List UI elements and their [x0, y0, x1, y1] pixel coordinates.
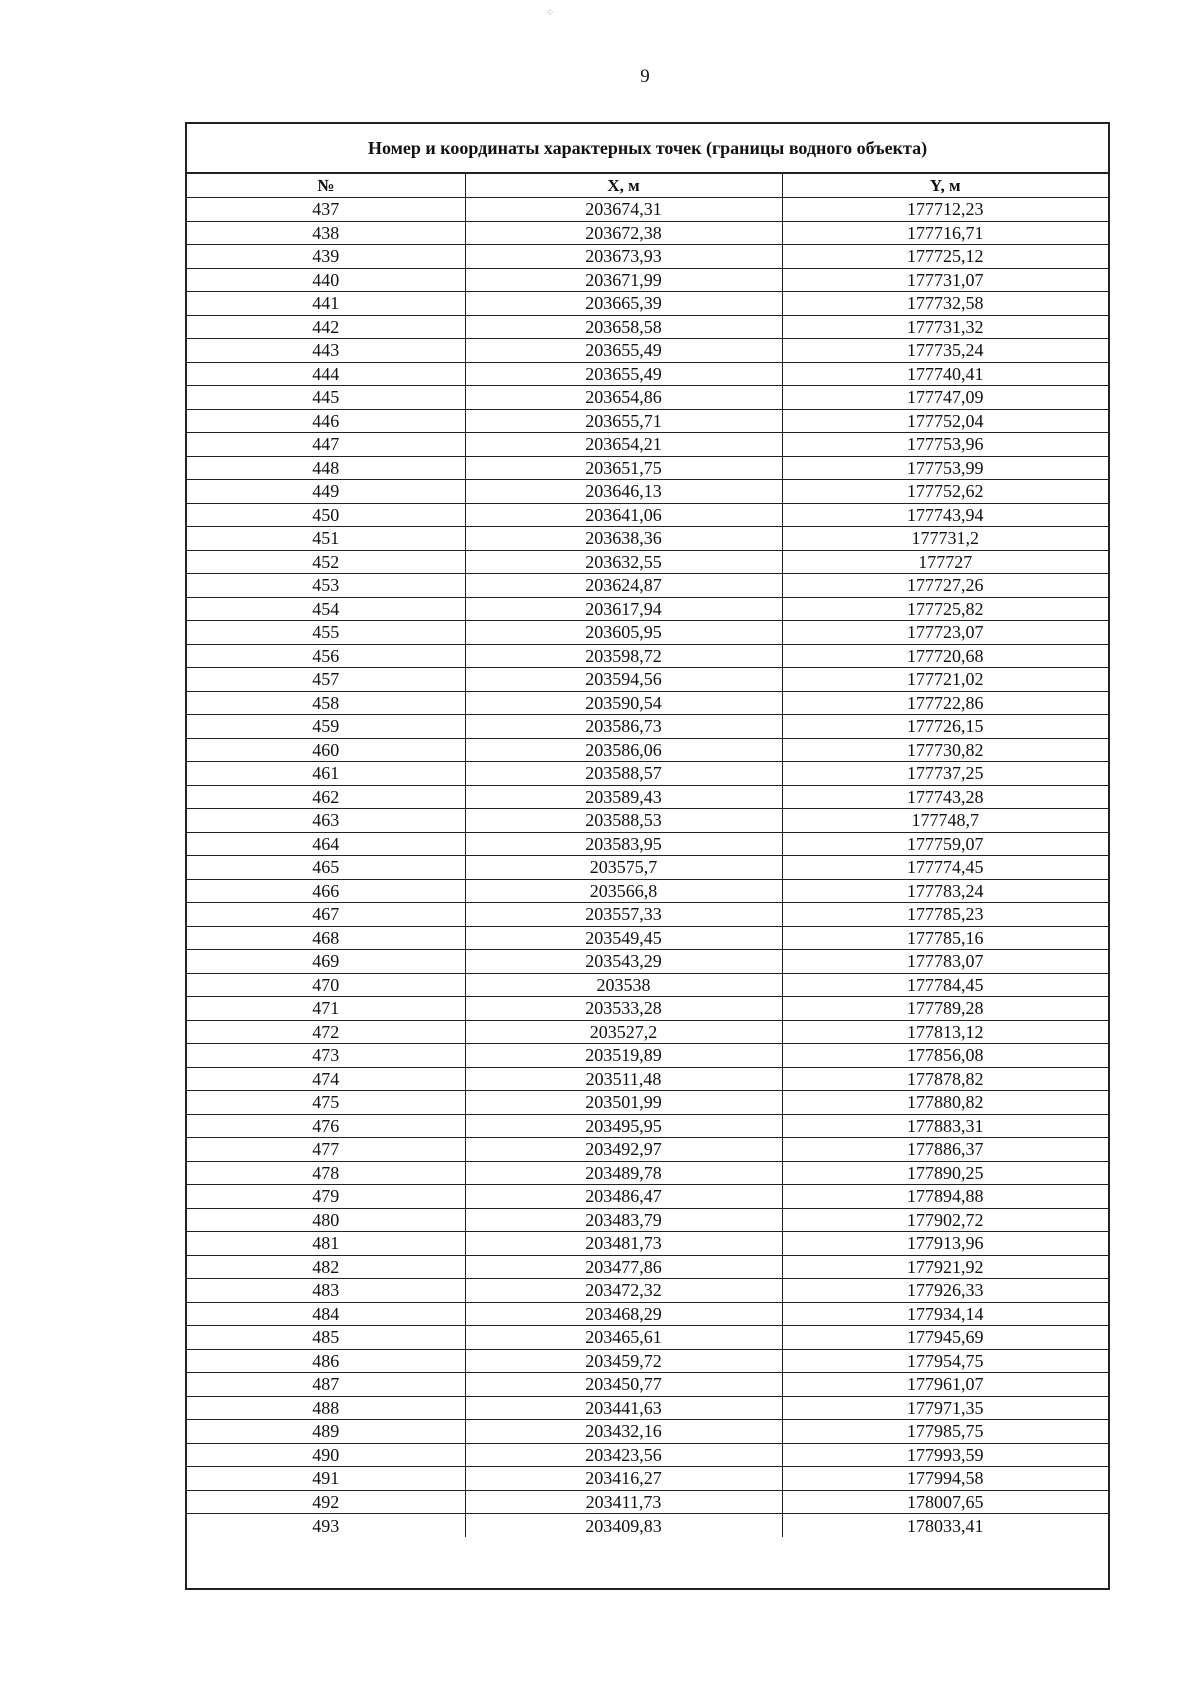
y-coordinate-cell: 177945,69 [782, 1326, 1108, 1350]
coordinates-table-frame [185, 122, 1110, 1590]
coordinates-table [187, 174, 1108, 1537]
point-number-cell: 461 [187, 762, 465, 786]
point-number-cell: 458 [187, 691, 465, 715]
point-number-cell: 455 [187, 621, 465, 645]
y-coordinate-cell: 177886,37 [782, 1138, 1108, 1162]
point-number-cell: 464 [187, 832, 465, 856]
y-coordinate-cell: 177774,45 [782, 856, 1108, 880]
y-coordinate-cell: 177712,23 [782, 198, 1108, 222]
point-number-cell: 443 [187, 339, 465, 363]
x-coordinate-cell: 203588,53 [465, 809, 782, 833]
x-coordinate-cell: 203617,94 [465, 597, 782, 621]
table-row [187, 1467, 1108, 1491]
table-row [187, 268, 1108, 292]
table-title: Номер и координаты характерных точек (границы водного объекта) [187, 124, 1108, 174]
y-coordinate-cell: 177743,28 [782, 785, 1108, 809]
x-coordinate-cell: 203441,63 [465, 1396, 782, 1420]
table-row [187, 879, 1108, 903]
y-coordinate-cell: 177752,04 [782, 409, 1108, 433]
table-row [187, 1232, 1108, 1256]
table-row [187, 1255, 1108, 1279]
point-number-cell: 462 [187, 785, 465, 809]
table-row [187, 480, 1108, 504]
y-coordinate-cell: 177759,07 [782, 832, 1108, 856]
table-row [187, 621, 1108, 645]
table-row [187, 997, 1108, 1021]
point-number-cell: 457 [187, 668, 465, 692]
x-coordinate-cell: 203468,29 [465, 1302, 782, 1326]
table-row [187, 1279, 1108, 1303]
y-coordinate-cell: 177727,26 [782, 574, 1108, 598]
point-number-cell: 439 [187, 245, 465, 269]
table-row [187, 574, 1108, 598]
y-coordinate-cell: 177971,35 [782, 1396, 1108, 1420]
table-row [187, 1302, 1108, 1326]
point-number-cell: 481 [187, 1232, 465, 1256]
y-coordinate-cell: 177856,08 [782, 1044, 1108, 1068]
y-coordinate-cell: 177725,82 [782, 597, 1108, 621]
table-row [187, 715, 1108, 739]
y-coordinate-cell: 177813,12 [782, 1020, 1108, 1044]
y-coordinate-cell: 177783,07 [782, 950, 1108, 974]
x-coordinate-cell: 203423,56 [465, 1443, 782, 1467]
table-row [187, 433, 1108, 457]
x-coordinate-cell: 203654,86 [465, 386, 782, 410]
header-y: Y, м [782, 174, 1108, 198]
table-row [187, 597, 1108, 621]
point-number-cell: 438 [187, 221, 465, 245]
table-row [187, 644, 1108, 668]
y-coordinate-cell: 177737,25 [782, 762, 1108, 786]
x-coordinate-cell: 203557,33 [465, 903, 782, 927]
y-coordinate-cell: 177735,24 [782, 339, 1108, 363]
x-coordinate-cell: 203543,29 [465, 950, 782, 974]
y-coordinate-cell: 177954,75 [782, 1349, 1108, 1373]
point-number-cell: 465 [187, 856, 465, 880]
table-row [187, 292, 1108, 316]
y-coordinate-cell: 177726,15 [782, 715, 1108, 739]
x-coordinate-cell: 203465,61 [465, 1326, 782, 1350]
table-row [187, 550, 1108, 574]
point-number-cell: 490 [187, 1443, 465, 1467]
x-coordinate-cell: 203658,58 [465, 315, 782, 339]
table-row [187, 1373, 1108, 1397]
point-number-cell: 487 [187, 1373, 465, 1397]
y-coordinate-cell: 177723,07 [782, 621, 1108, 645]
table-row [187, 1326, 1108, 1350]
point-number-cell: 478 [187, 1161, 465, 1185]
y-coordinate-cell: 177720,68 [782, 644, 1108, 668]
point-number-cell: 448 [187, 456, 465, 480]
table-row [187, 1490, 1108, 1514]
x-coordinate-cell: 203549,45 [465, 926, 782, 950]
table-row [187, 1020, 1108, 1044]
x-coordinate-cell: 203671,99 [465, 268, 782, 292]
point-number-cell: 437 [187, 198, 465, 222]
y-coordinate-cell: 177994,58 [782, 1467, 1108, 1491]
x-coordinate-cell: 203624,87 [465, 574, 782, 598]
table-row [187, 1091, 1108, 1115]
table-row [187, 738, 1108, 762]
y-coordinate-cell: 177784,45 [782, 973, 1108, 997]
y-coordinate-cell: 177730,82 [782, 738, 1108, 762]
y-coordinate-cell: 177752,62 [782, 480, 1108, 504]
y-coordinate-cell: 177993,59 [782, 1443, 1108, 1467]
x-coordinate-cell: 203416,27 [465, 1467, 782, 1491]
x-coordinate-cell: 203588,57 [465, 762, 782, 786]
x-coordinate-cell: 203575,7 [465, 856, 782, 880]
table-row [187, 1114, 1108, 1138]
table-row [187, 1208, 1108, 1232]
y-coordinate-cell: 177732,58 [782, 292, 1108, 316]
point-number-cell: 453 [187, 574, 465, 598]
y-coordinate-cell: 178033,41 [782, 1514, 1108, 1538]
y-coordinate-cell: 177961,07 [782, 1373, 1108, 1397]
point-number-cell: 442 [187, 315, 465, 339]
x-coordinate-cell: 203651,75 [465, 456, 782, 480]
point-number-cell: 450 [187, 503, 465, 527]
scan-artifact: ⁘ [546, 8, 555, 19]
point-number-cell: 483 [187, 1279, 465, 1303]
point-number-cell: 477 [187, 1138, 465, 1162]
y-coordinate-cell: 177743,94 [782, 503, 1108, 527]
x-coordinate-cell: 203590,54 [465, 691, 782, 715]
x-coordinate-cell: 203655,71 [465, 409, 782, 433]
point-number-cell: 489 [187, 1420, 465, 1444]
x-coordinate-cell: 203533,28 [465, 997, 782, 1021]
y-coordinate-cell: 177722,86 [782, 691, 1108, 715]
y-coordinate-cell: 177725,12 [782, 245, 1108, 269]
table-row [187, 315, 1108, 339]
x-coordinate-cell: 203501,99 [465, 1091, 782, 1115]
table-row [187, 691, 1108, 715]
point-number-cell: 472 [187, 1020, 465, 1044]
table-row [187, 1396, 1108, 1420]
x-coordinate-cell: 203483,79 [465, 1208, 782, 1232]
x-coordinate-cell: 203654,21 [465, 433, 782, 457]
x-coordinate-cell: 203655,49 [465, 362, 782, 386]
table-row [187, 245, 1108, 269]
table-row [187, 950, 1108, 974]
point-number-cell: 463 [187, 809, 465, 833]
x-coordinate-cell: 203411,73 [465, 1490, 782, 1514]
table-row [187, 1161, 1108, 1185]
point-number-cell: 484 [187, 1302, 465, 1326]
y-coordinate-cell: 177753,99 [782, 456, 1108, 480]
x-coordinate-cell: 203486,47 [465, 1185, 782, 1209]
x-coordinate-cell: 203672,38 [465, 221, 782, 245]
table-row [187, 668, 1108, 692]
table-row [187, 809, 1108, 833]
x-coordinate-cell: 203495,95 [465, 1114, 782, 1138]
table-header-row [187, 174, 1108, 198]
point-number-cell: 456 [187, 644, 465, 668]
y-coordinate-cell: 177731,32 [782, 315, 1108, 339]
point-number-cell: 493 [187, 1514, 465, 1538]
header-x: X, м [465, 174, 782, 198]
y-coordinate-cell: 177721,02 [782, 668, 1108, 692]
x-coordinate-cell: 203586,06 [465, 738, 782, 762]
point-number-cell: 480 [187, 1208, 465, 1232]
x-coordinate-cell: 203598,72 [465, 644, 782, 668]
y-coordinate-cell: 177894,88 [782, 1185, 1108, 1209]
header-number: № [187, 174, 465, 198]
point-number-cell: 469 [187, 950, 465, 974]
y-coordinate-cell: 177747,09 [782, 386, 1108, 410]
x-coordinate-cell: 203527,2 [465, 1020, 782, 1044]
table-row [187, 221, 1108, 245]
x-coordinate-cell: 203674,31 [465, 198, 782, 222]
x-coordinate-cell: 203589,43 [465, 785, 782, 809]
point-number-cell: 485 [187, 1326, 465, 1350]
x-coordinate-cell: 203655,49 [465, 339, 782, 363]
point-number-cell: 444 [187, 362, 465, 386]
table-row [187, 362, 1108, 386]
table-row [187, 527, 1108, 551]
table-row [187, 973, 1108, 997]
y-coordinate-cell: 177985,75 [782, 1420, 1108, 1444]
y-coordinate-cell: 177716,71 [782, 221, 1108, 245]
point-number-cell: 445 [187, 386, 465, 410]
point-number-cell: 446 [187, 409, 465, 433]
table-row [187, 903, 1108, 927]
table-row [187, 1067, 1108, 1091]
x-coordinate-cell: 203409,83 [465, 1514, 782, 1538]
point-number-cell: 451 [187, 527, 465, 551]
table-row [187, 832, 1108, 856]
x-coordinate-cell: 203641,06 [465, 503, 782, 527]
table-row [187, 456, 1108, 480]
table-row [187, 926, 1108, 950]
x-coordinate-cell: 203459,72 [465, 1349, 782, 1373]
point-number-cell: 459 [187, 715, 465, 739]
x-coordinate-cell: 203492,97 [465, 1138, 782, 1162]
point-number-cell: 470 [187, 973, 465, 997]
point-number-cell: 473 [187, 1044, 465, 1068]
y-coordinate-cell: 177789,28 [782, 997, 1108, 1021]
point-number-cell: 440 [187, 268, 465, 292]
y-coordinate-cell: 177902,72 [782, 1208, 1108, 1232]
point-number-cell: 486 [187, 1349, 465, 1373]
y-coordinate-cell: 177740,41 [782, 362, 1108, 386]
table-row [187, 785, 1108, 809]
x-coordinate-cell: 203450,77 [465, 1373, 782, 1397]
point-number-cell: 468 [187, 926, 465, 950]
y-coordinate-cell: 177785,16 [782, 926, 1108, 950]
y-coordinate-cell: 177926,33 [782, 1279, 1108, 1303]
x-coordinate-cell: 203586,73 [465, 715, 782, 739]
table-row [187, 1138, 1108, 1162]
table-row [187, 1044, 1108, 1068]
x-coordinate-cell: 203673,93 [465, 245, 782, 269]
x-coordinate-cell: 203583,95 [465, 832, 782, 856]
y-coordinate-cell: 177878,82 [782, 1067, 1108, 1091]
point-number-cell: 460 [187, 738, 465, 762]
point-number-cell: 466 [187, 879, 465, 903]
point-number-cell: 476 [187, 1114, 465, 1138]
table-row [187, 762, 1108, 786]
point-number-cell: 449 [187, 480, 465, 504]
table-body [187, 198, 1108, 1538]
x-coordinate-cell: 203511,48 [465, 1067, 782, 1091]
page-number: 9 [640, 66, 650, 87]
point-number-cell: 467 [187, 903, 465, 927]
point-number-cell: 447 [187, 433, 465, 457]
y-coordinate-cell: 177731,2 [782, 527, 1108, 551]
y-coordinate-cell: 177880,82 [782, 1091, 1108, 1115]
y-coordinate-cell: 177731,07 [782, 268, 1108, 292]
table-row [187, 1514, 1108, 1538]
table-row [187, 339, 1108, 363]
y-coordinate-cell: 177921,92 [782, 1255, 1108, 1279]
point-number-cell: 454 [187, 597, 465, 621]
x-coordinate-cell: 203472,32 [465, 1279, 782, 1303]
point-number-cell: 492 [187, 1490, 465, 1514]
point-number-cell: 479 [187, 1185, 465, 1209]
table-row [187, 386, 1108, 410]
x-coordinate-cell: 203519,89 [465, 1044, 782, 1068]
y-coordinate-cell: 178007,65 [782, 1490, 1108, 1514]
y-coordinate-cell: 177934,14 [782, 1302, 1108, 1326]
point-number-cell: 471 [187, 997, 465, 1021]
point-number-cell: 491 [187, 1467, 465, 1491]
y-coordinate-cell: 177748,7 [782, 809, 1108, 833]
x-coordinate-cell: 203594,56 [465, 668, 782, 692]
point-number-cell: 482 [187, 1255, 465, 1279]
y-coordinate-cell: 177883,31 [782, 1114, 1108, 1138]
table-row [187, 1443, 1108, 1467]
y-coordinate-cell: 177753,96 [782, 433, 1108, 457]
point-number-cell: 475 [187, 1091, 465, 1115]
point-number-cell: 474 [187, 1067, 465, 1091]
y-coordinate-cell: 177890,25 [782, 1161, 1108, 1185]
x-coordinate-cell: 203538 [465, 973, 782, 997]
x-coordinate-cell: 203665,39 [465, 292, 782, 316]
point-number-cell: 452 [187, 550, 465, 574]
y-coordinate-cell: 177913,96 [782, 1232, 1108, 1256]
y-coordinate-cell: 177783,24 [782, 879, 1108, 903]
x-coordinate-cell: 203432,16 [465, 1420, 782, 1444]
y-coordinate-cell: 177727 [782, 550, 1108, 574]
table-row [187, 1420, 1108, 1444]
x-coordinate-cell: 203605,95 [465, 621, 782, 645]
x-coordinate-cell: 203638,36 [465, 527, 782, 551]
table-row [187, 409, 1108, 433]
table-row [187, 198, 1108, 222]
x-coordinate-cell: 203481,73 [465, 1232, 782, 1256]
x-coordinate-cell: 203632,55 [465, 550, 782, 574]
x-coordinate-cell: 203477,86 [465, 1255, 782, 1279]
table-row [187, 856, 1108, 880]
x-coordinate-cell: 203646,13 [465, 480, 782, 504]
table-row [187, 503, 1108, 527]
x-coordinate-cell: 203489,78 [465, 1161, 782, 1185]
y-coordinate-cell: 177785,23 [782, 903, 1108, 927]
point-number-cell: 488 [187, 1396, 465, 1420]
table-row [187, 1185, 1108, 1209]
point-number-cell: 441 [187, 292, 465, 316]
table-row [187, 1349, 1108, 1373]
x-coordinate-cell: 203566,8 [465, 879, 782, 903]
